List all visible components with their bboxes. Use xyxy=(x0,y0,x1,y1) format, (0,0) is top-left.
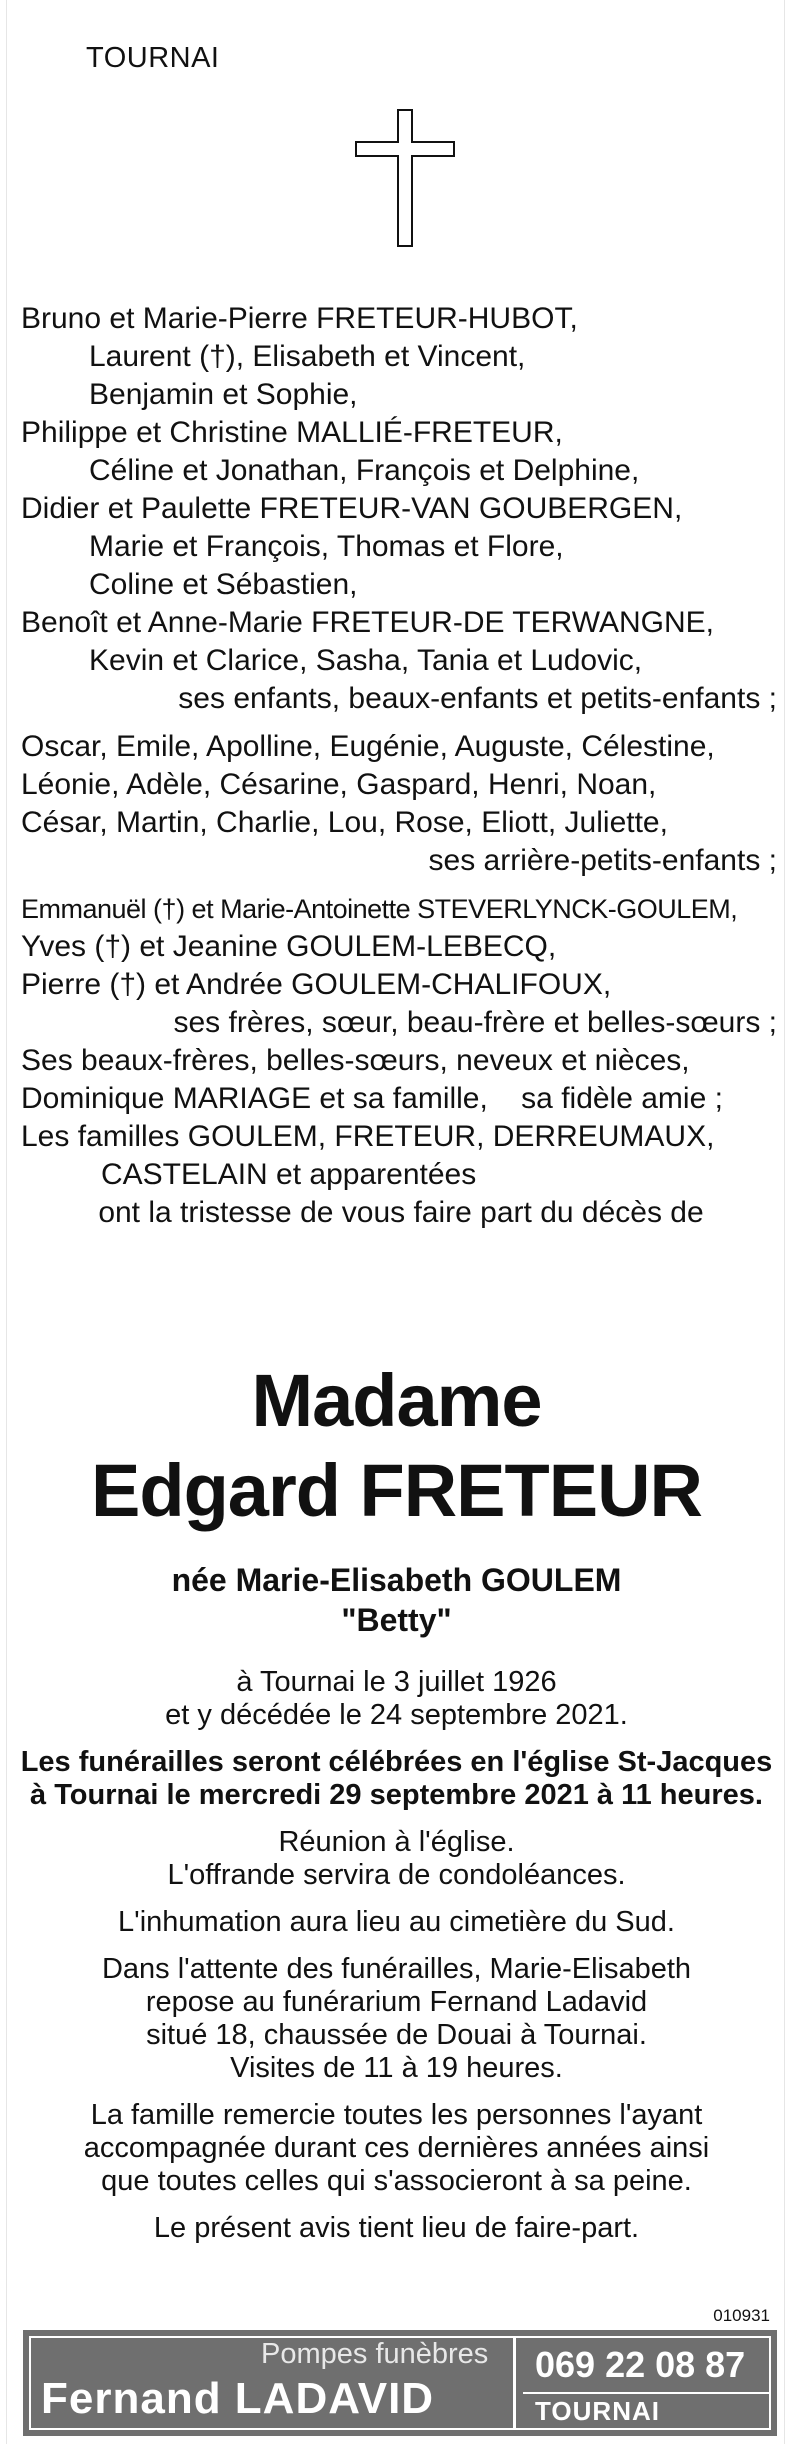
details-line: à Tournai le mercredi 29 septembre 2021 à 11 heures. xyxy=(30,1779,763,1811)
family-line: Benjamin et Sophie, xyxy=(89,378,358,411)
family-line: ses frères, sœur, beau-frère et belles-sœurs ; xyxy=(173,1006,777,1039)
banner-hline xyxy=(523,2392,771,2394)
family-line: Benoît et Anne-Marie FRETEUR-DE TERWANGNE, xyxy=(21,606,714,639)
family-line: Céline et Jonathan, François et Delphine, xyxy=(89,454,640,487)
family-line: Didier et Paulette FRETEUR-VAN GOUBERGEN, xyxy=(21,492,683,525)
details-line: Le présent avis tient lieu de faire-part. xyxy=(153,2212,640,2244)
funeral-details xyxy=(7,1666,786,2245)
family-line: ses arrière-petits-enfants ; xyxy=(428,844,777,877)
family-line: Marie et François, Thomas et Flore, xyxy=(89,530,564,563)
banner-city: TOURNAI xyxy=(535,2396,660,2426)
family-line: Les familles GOULEM, FRETEUR, DERREUMAUX, xyxy=(21,1120,715,1153)
family-line: Oscar, Emile, Apolline, Eugénie, Auguste, Célestine, xyxy=(21,730,715,763)
family-line: Léonie, Adèle, Césarine, Gaspard, Henri, Noan, xyxy=(21,768,657,801)
family-line: Yves (†) et Jeanine GOULEM-LEBECQ, xyxy=(21,930,557,963)
family-line: Kevin et Clarice, Sasha, Tania et Ludovic, xyxy=(89,644,643,677)
banner-phone: 069 22 08 87 xyxy=(535,2344,746,2385)
deceased-title: Madame xyxy=(251,1359,542,1442)
family-line: Bruno et Marie-Pierre FRETEUR-HUBOT, xyxy=(21,302,578,335)
details-line: Les funérailles seront célébrées en l'église St-Jacques xyxy=(20,1746,773,1778)
family-line: Pierre (†) et Andrée GOULEM-CHALIFOUX, xyxy=(21,968,612,1001)
details-line: Visites de 11 à 19 heures. xyxy=(230,2052,563,2084)
family-line: César, Martin, Charlie, Lou, Rose, Eliott, Juliette, xyxy=(21,806,668,839)
deceased-born-name-block xyxy=(7,1560,786,1640)
family-line: ses enfants, beaux-enfants et petits-enfants ; xyxy=(178,682,777,715)
family-line: Coline et Sébastien, xyxy=(89,568,358,601)
details-line: L'inhumation aura lieu au cimetière du Sud. xyxy=(118,1906,675,1938)
details-line: repose au funérarium Fernand Ladavid xyxy=(145,1986,648,2018)
details-line: situé 18, chaussée de Douai à Tournai. xyxy=(146,2019,647,2051)
deceased-name: Edgard FRETEUR xyxy=(91,1449,702,1532)
banner-subtitle: Pompes funèbres xyxy=(261,2338,489,2370)
details-line: La famille remercie toutes les personnes l'ayant xyxy=(90,2099,703,2131)
family-line: Philippe et Christine MALLIÉ-FRETEUR, xyxy=(21,416,563,449)
family-list xyxy=(21,300,781,1232)
reference-number: 010931 xyxy=(713,2306,770,2325)
funeral-home-banner xyxy=(23,2330,777,2436)
banner-divider xyxy=(513,2336,516,2430)
family-line: Ses beaux-frères, belles-sœurs, neveux et nièces, xyxy=(21,1044,690,1077)
deceased-nickname: "Betty" xyxy=(341,1602,452,1638)
details-line: Réunion à l'église. xyxy=(278,1826,515,1858)
family-line: CASTELAIN et apparentées xyxy=(101,1158,477,1191)
family-line: ont la tristesse de vous faire part du décès de xyxy=(98,1196,704,1229)
banner-name: Fernand LADAVID xyxy=(41,2374,435,2423)
obituary-page xyxy=(6,0,785,2444)
details-line: L'offrande servira de condoléances. xyxy=(167,1859,626,1891)
family-line: Dominique MARIAGE et sa famille, sa fidèle amie ; xyxy=(21,1082,723,1115)
details-line: que toutes celles qui s'associeront à sa peine. xyxy=(101,2165,692,2197)
family-line: Laurent (†), Elisabeth et Vincent, xyxy=(89,340,526,373)
details-line: Dans l'attente des funérailles, Marie-Elisabeth xyxy=(101,1953,692,1985)
header-town: TOURNAI xyxy=(86,42,220,74)
cross-icon xyxy=(353,108,457,248)
family-line: Emmanuël (†) et Marie-Antoinette STEVERLYNCK-GOULEM, xyxy=(21,894,738,924)
details-line: et y décédée le 24 septembre 2021. xyxy=(165,1699,628,1731)
details-line: à Tournai le 3 juillet 1926 xyxy=(236,1666,557,1698)
deceased-born-name: née Marie-Elisabeth GOULEM xyxy=(171,1562,622,1598)
details-line: accompagnée durant ces dernières années ainsi xyxy=(83,2132,710,2164)
